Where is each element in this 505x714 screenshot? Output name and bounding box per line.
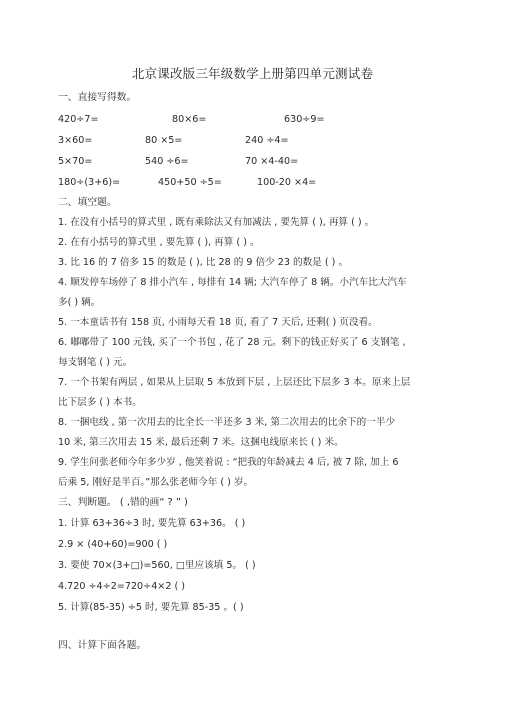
section-heading-4: 四、计算下面各题。	[58, 640, 147, 651]
fill-question-line: 每支钢笔 ( ) 元。	[58, 357, 133, 368]
calc-item: 5×70=	[58, 156, 93, 167]
fill-question-line: 7. 一个书架有两层 , 如果从上层取 5 本放到下层 , 上层还比下层多 3 本。原来上层	[58, 377, 411, 388]
calc-item: 3×60=	[58, 135, 93, 146]
calc-item: 80 ×5=	[145, 135, 183, 146]
calc-item: 80×6=	[172, 114, 207, 125]
fill-question-line: 比下层多 ( ) 本书。	[58, 397, 142, 408]
fill-question-line: 3. 比 16 的 7 倍多 15 的数是 ( ), 比 28 的 9 倍少 23 的数是 ( ) 。	[58, 257, 349, 268]
fill-question-line: 9. 学生问张老师今年多少岁 , 他笑着说 : “把我的年龄减去 4 后, 被 7 除, 加上 6	[58, 457, 399, 468]
calc-item: 240 ÷4=	[245, 135, 289, 146]
section-heading-2: 二、填空题。	[58, 197, 117, 208]
judge-question-line: 4.720 ÷4÷2=720÷4×2 ( )	[58, 581, 186, 592]
fill-question-line: 8. 一捆电线 , 第一次用去的比全长一半还多 3 米, 第二次用去的比余下的一半少	[58, 417, 396, 428]
calc-item: 420÷7=	[58, 114, 99, 125]
fill-question-line: 1. 在没有小括号的算式里 , 既有乘除法又有加减法 , 要先算 ( ), 再算 ( ) 。	[58, 217, 375, 228]
judge-question-line: 5. 计算(85-35) ÷5 时, 要先算 85-35 。( )	[58, 602, 244, 613]
fill-question-line: 6. 嘟嘟带了 100 元钱, 买了一个书包 , 花了 28 元。剩下的钱正好买了 6 支钢笔 ,	[58, 337, 406, 348]
fill-question-line: 2. 在有小括号的算式里 , 要先算 ( ), 再算 ( ) 。	[58, 237, 260, 248]
calc-item: 450+50 ÷5=	[158, 177, 222, 188]
calc-item: 70 ×4-40=	[245, 156, 299, 167]
fill-question-line: 4. 顺发停车场停了 8 排小汽车 , 每排有 14 辆; 大汽车停了 8 辆。小汽车比大汽车	[58, 277, 407, 288]
calc-item: 180÷(3+6)=	[58, 177, 121, 188]
judge-question-line: 3. 要使 70×(3+□)=560, □里应该填 5。 ( )	[58, 560, 256, 571]
page-title: 北京课改版三年级数学上册第四单元测试卷	[131, 66, 374, 81]
fill-question-line: 多( ) 辆。	[58, 297, 101, 308]
section-heading-1: 一、直接写得数。	[58, 92, 137, 103]
section-heading-3: 三、判断题。 ( ,错的画“ ? ” )	[58, 497, 188, 508]
calc-item: 100-20 ×4=	[257, 177, 317, 188]
fill-question-line: 10 米, 第三次用去 15 米, 最后还剩 7 米。这捆电线原来长 ( ) 米。	[58, 437, 344, 448]
fill-question-line: 5. 一本童话书有 158 页, 小雨每天看 18 页, 看了 7 天后, 还剩( ) 页没看。	[58, 317, 378, 328]
fill-question-line: 后乘 5, 刚好是半百。”那么张老师今年 ( ) 岁。	[58, 477, 254, 488]
calc-item: 540 ÷6=	[145, 156, 189, 167]
judge-question-line: 2.9 × (40+60)=900 ( )	[58, 539, 168, 550]
judge-question-line: 1. 计算 63+36÷3 时, 要先算 63+36。 ( )	[58, 518, 246, 529]
calc-item: 630÷9=	[284, 114, 325, 125]
